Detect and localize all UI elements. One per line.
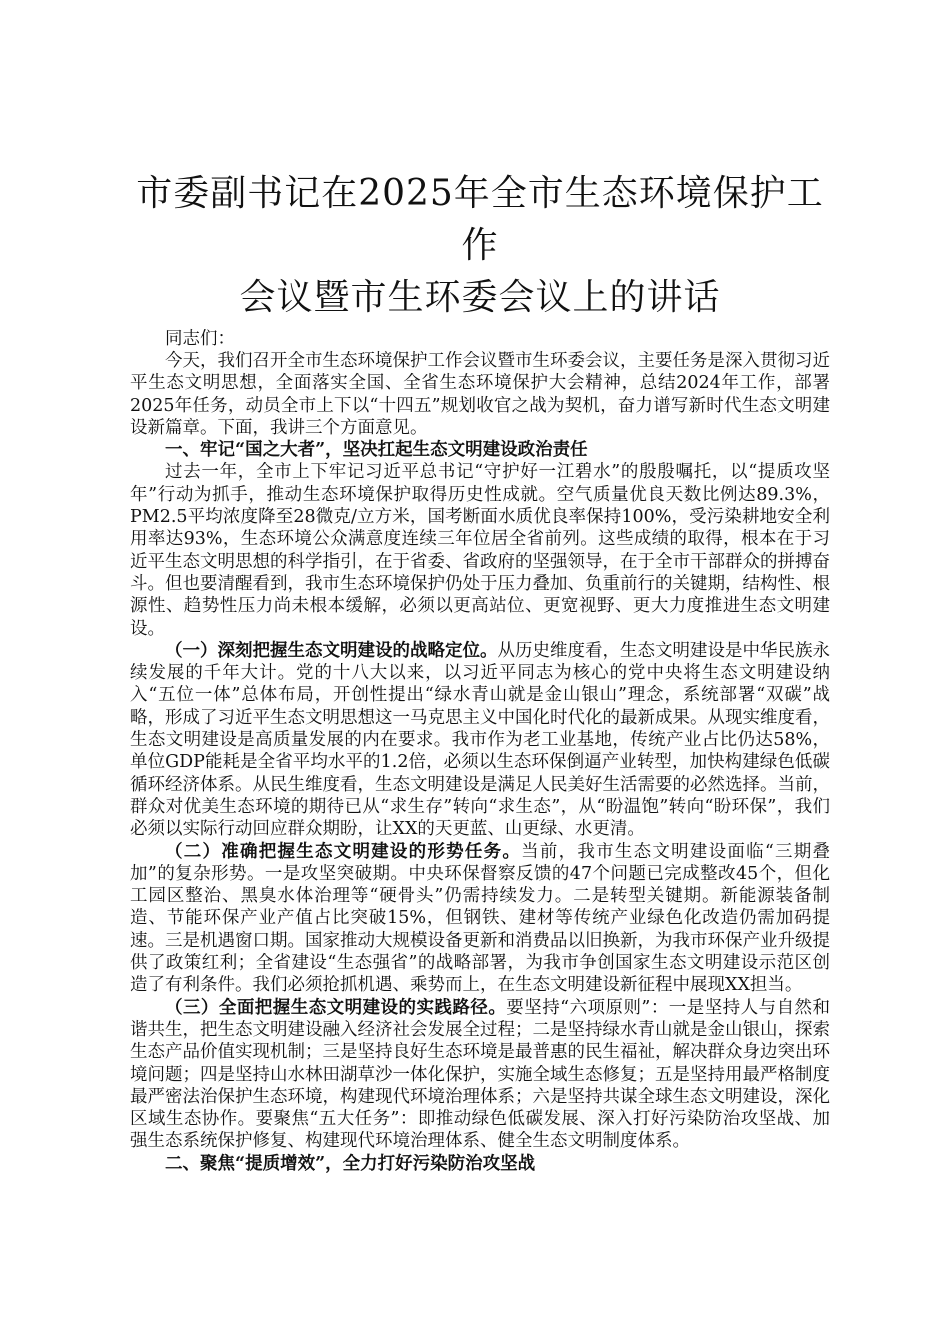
title-line-2: 会议暨市生环委会议上的讲话: [239, 277, 721, 318]
subsection-1-lead: （一）深刻把握生态文明建设的战略定位。: [165, 640, 498, 661]
document-page: [130, 168, 830, 1175]
subsection-3-lead: （三）全面把握生态文明建设的实践路径。: [165, 997, 507, 1018]
subsection-3-paragraph: [130, 997, 830, 1153]
section-1-paragraph: 过去一年，全市上下牢记习近平总书记“守护好一江碧水”的殷殷嘱托，以“提质攻坚年”行动为抓手，推动生态环境保护取得历史性成就。空气质量优良天数比例达89.3%，PM2.5平均浓度降至28微克/立方米，国考断面水质优良率保持100%，受污染耕地安全利用率达93%，生态环境公众满意度连续三年位居全省前列。这些成绩的取得，根本在于习近平生态文明思想的科学指引，在于省委、省政府的坚强领导，在于全市干部群众的拼搏奋斗。但也要清醒看到，我市生态环境保护仍处于压力叠加、负重前行的关键期，结构性、根源性、趋势性压力尚未根本缓解，必须以更高站位、更宽视野、更大力度推进生态文明建设。: [130, 462, 830, 639]
subsection-2-lead: （二）准确把握生态文明建设的形势任务。: [165, 841, 522, 862]
section-2-heading: 二、聚焦“提质增效”，全力打好污染防治攻坚战: [165, 1153, 536, 1174]
intro-paragraph: 今天，我们召开全市生态环境保护工作会议暨市生环委会议，主要任务是深入贯彻习近平生态文明思想，全面落实全国、全省生态环境保护大会精神，总结2024年工作，部署2025年任务，动员全市上下以“十四五”规划收官之战为契机，奋力谱写新时代生态文明建设新篇章。下面，我讲三个方面意见。: [130, 351, 830, 438]
salutation: 同志们：: [165, 329, 235, 349]
subsection-3-text: 要坚持“六项原则”：一是坚持人与自然和谐共生，把生态文明建设融入经济社会发展全过程；二是坚持绿水青山就是金山银山，探索生态产品价值实现机制；三是坚持良好生态环境是最普惠的民生福祉，解决群众身边突出环境问题；四是坚持山水林田湖草沙一体化保护，实施全域生态修复；五是坚持用最严格制度最严密法治保护生态环境，构建现代环境治理体系；六是坚持共谋全球生态文明建设，深化区域生态协作。要聚焦“五大任务”：即推动绿色低碳发展、深入打好污染防治攻坚战、加强生态系统保护修复、构建现代环境治理体系、健全生态文明制度体系。: [130, 997, 830, 1152]
subsection-1-text: 从历史维度看，生态文明建设是中华民族永续发展的千年大计。党的十八大以来，以习近平同志为核心的党中央将生态文明建设纳入“五位一体”总体布局，开创性提出“绿水青山就是金山银山”理念，系统部署“双碳”战略，形成了习近平生态文明思想这一马克思主义中国化时代化的最新成果。从现实维度看，生态文明建设是高质量发展的内在要求。我市作为老工业基地，传统产业占比仍达58%，单位GDP能耗是全省平均水平的1.2倍，必须以生态环保倒逼产业转型，加快构建绿色低碳循环经济体系。从民生维度看，生态文明建设是满足人民美好生活需要的必然选择。当前，群众对优美生态环境的期待已从“求生存”转向“求生态”，从“盼温饱”转向“盼环保”，我们必须以实际行动回应群众期盼，让XX的天更蓝、山更绿、水更清。: [130, 640, 830, 840]
subsection-1-paragraph: [130, 640, 830, 841]
document-title: [130, 168, 830, 324]
subsection-2-text: 当前，我市生态文明建设面临“三期叠加”的复杂形势。一是攻坚突破期。中央环保督察反馈的47个问题已完成整改45个，但化工园区整治、黑臭水体治理等“硬骨头”仍需持续发力。二是转型关键期。新能源装备制造、节能环保产业产值占比突破15%，但钢铁、建材等传统产业绿色化改造仍需加码提速。三是机遇窗口期。国家推动大规模设备更新和消费品以旧换新，为我市环保产业升级提供了政策红利；全省建设“生态强省”的战略部署，为我市争创国家生态文明建设示范区创造了有利条件。我们必须抢抓机遇、乘势而上，在生态文明建设新征程中展现XX担当。: [130, 841, 830, 996]
title-line-1: 市委副书记在2025年全市生态环境保护工作: [136, 173, 824, 266]
section-1-heading: 一、牢记“国之大者”，坚决扛起生态文明建设政治责任: [165, 440, 588, 461]
subsection-2-paragraph: [130, 841, 830, 997]
